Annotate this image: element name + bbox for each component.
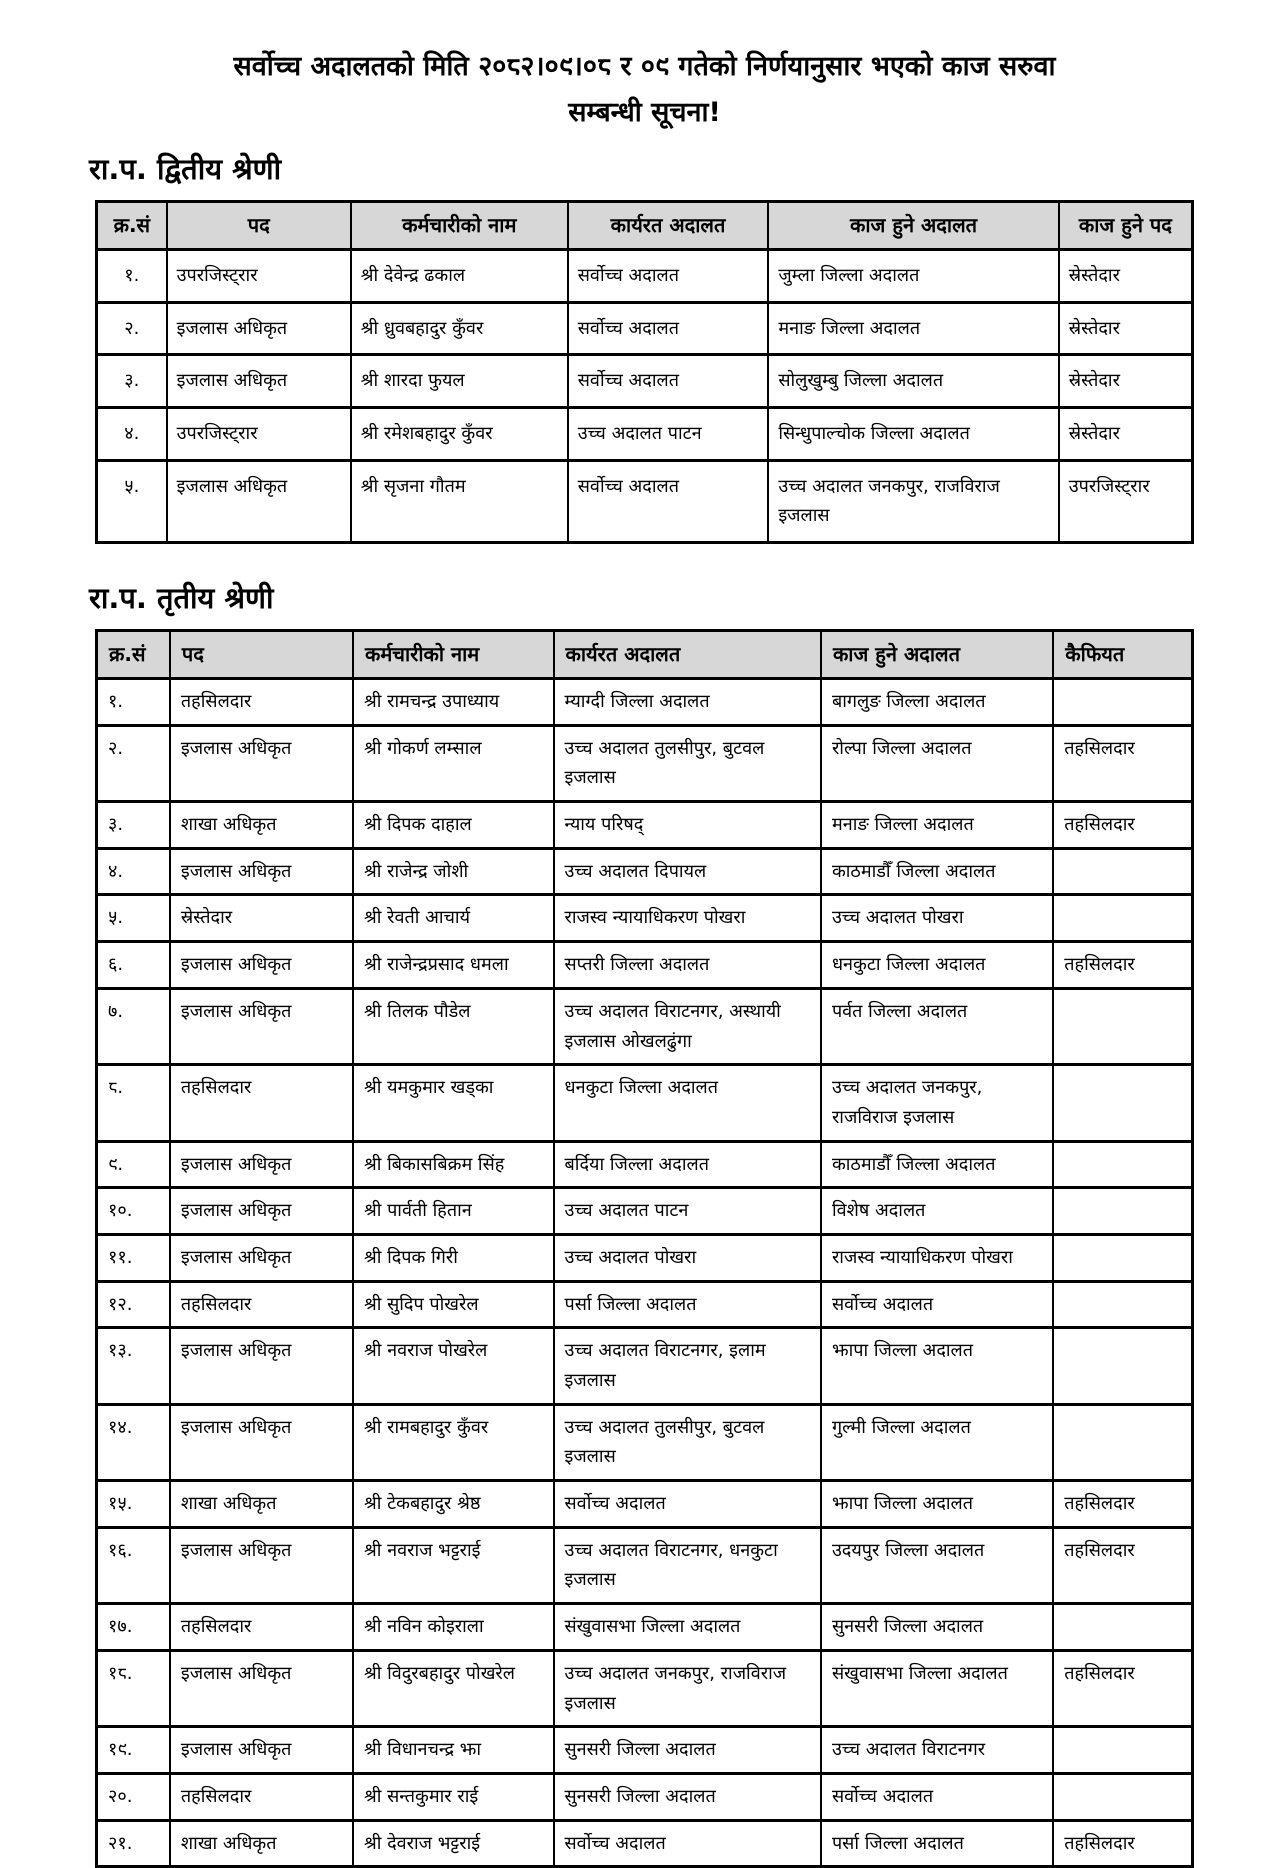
row-number: ११. — [97, 1234, 170, 1281]
table-cell: श्री गोकर्ण लम्साल — [353, 725, 554, 801]
table-cell: इजलास अधिकृत — [170, 1650, 353, 1726]
table-cell: उपरजिस्ट्रार — [167, 249, 351, 302]
document-title-line-1: सर्वोच्च अदालतको मिति २०८२।०९।०८ र ०९ गतेको निर्णयानुसार भएको काज सरुवा — [233, 51, 1056, 82]
table-cell: श्री तिलक पौडेल — [353, 988, 554, 1064]
column-header: काज हुने अदालत — [821, 631, 1053, 679]
table-cell: उच्च अदालत विराटनगर, धनकुटा इजलास — [554, 1527, 821, 1603]
transfer-table-second-class — [95, 200, 1194, 544]
table-cell: गुल्मी जिल्ला अदालत — [821, 1404, 1053, 1480]
table-cell: उच्च अदालत पोखरा — [821, 895, 1053, 942]
table-cell: बर्दिया जिल्ला अदालत — [554, 1141, 821, 1188]
table-row — [97, 1188, 1193, 1235]
table-row — [97, 1820, 1193, 1867]
table-cell: तहसिलदार — [1053, 802, 1192, 849]
table-row — [97, 355, 1193, 408]
table-row — [97, 1604, 1193, 1651]
section-rp-third-class — [89, 578, 1194, 1868]
table-cell: उच्च अदालत तुलसीपुर, बुटवल इजलास — [554, 1404, 821, 1480]
table-cell: श्री दिपक दाहाल — [353, 802, 554, 849]
table-cell: श्री सन्तकुमार राई — [353, 1773, 554, 1820]
table-cell: श्री विदुरबहादुर पोखरेल — [353, 1650, 554, 1726]
column-header: पद — [167, 201, 351, 249]
table-cell — [1053, 895, 1192, 942]
table-cell: श्री टेकबहादुर श्रेष्ठ — [353, 1481, 554, 1528]
table-cell: तहसिलदार — [170, 1604, 353, 1651]
table-cell: श्री देवेन्द्र ढकाल — [351, 249, 568, 302]
table-cell: तहसिलदार — [1053, 942, 1192, 989]
table-cell: श्री ध्रुवबहादुर कुँवर — [351, 302, 568, 355]
table-cell: श्री रामबहादुर कुँवर — [353, 1404, 554, 1480]
table-row — [97, 1065, 1193, 1141]
table-cell: उच्च अदालत दिपायल — [554, 848, 821, 895]
table-cell: मनाङ जिल्ला अदालत — [768, 302, 1058, 355]
table-row — [97, 1527, 1193, 1603]
table-cell: जुम्ला जिल्ला अदालत — [768, 249, 1058, 302]
column-header: पद — [170, 631, 353, 679]
table-cell: श्री देवराज भट्टराई — [353, 1820, 554, 1867]
row-number: १८. — [97, 1650, 170, 1726]
table-row — [97, 679, 1193, 726]
table-row — [97, 1404, 1193, 1480]
table-cell: इजलास अधिकृत — [167, 460, 351, 542]
table-cell — [1053, 1188, 1192, 1235]
row-number: १. — [97, 249, 167, 302]
row-number: १४. — [97, 1404, 170, 1480]
table-cell: इजलास अधिकृत — [167, 302, 351, 355]
table-row — [97, 1141, 1193, 1188]
section-rp-second-class — [89, 149, 1194, 544]
row-number: १६. — [97, 1527, 170, 1603]
table-cell: इजलास अधिकृत — [170, 942, 353, 989]
table-cell: इजलास अधिकृत — [170, 1188, 353, 1235]
table-cell: स्रेस्तेदार — [170, 895, 353, 942]
row-number: २०. — [97, 1773, 170, 1820]
row-number: ६. — [97, 942, 170, 989]
table-cell: स्रेस्तेदार — [1059, 407, 1193, 460]
table-cell: सर्वोच्च अदालत — [568, 460, 769, 542]
table-row — [97, 725, 1193, 801]
table-cell: उपरजिस्ट्रार — [167, 407, 351, 460]
table-cell — [1053, 1404, 1192, 1480]
table-row — [97, 1727, 1193, 1774]
table-row — [97, 1328, 1193, 1404]
table-cell: इजलास अधिकृत — [170, 988, 353, 1064]
table-cell: स्रेस्तेदार — [1059, 302, 1193, 355]
table-cell: सर्वोच्च अदालत — [568, 249, 769, 302]
table-cell: तहसिलदार — [1053, 1481, 1192, 1528]
table-cell: उच्च अदालत जनकपुर, राजविराज इजलास — [554, 1650, 821, 1726]
table-cell: श्री रामचन्द्र उपाध्याय — [353, 679, 554, 726]
column-header: कार्यरत अदालत — [554, 631, 821, 679]
section-heading-third-class: रा.प. तृतीय श्रेणी — [89, 581, 274, 615]
table-cell: श्री विधानचन्द्र झा — [353, 1727, 554, 1774]
table-cell: सर्वोच्च अदालत — [554, 1481, 821, 1528]
table-cell: श्री रमेशबहादुर कुँवर — [351, 407, 568, 460]
table-cell: सुनसरी जिल्ला अदालत — [554, 1727, 821, 1774]
table-row — [97, 1773, 1193, 1820]
table-cell: शाखा अधिकृत — [170, 1820, 353, 1867]
table-cell: पर्वत जिल्ला अदालत — [821, 988, 1053, 1064]
table-cell: उच्च अदालत तुलसीपुर, बुटवल इजलास — [554, 725, 821, 801]
table-row — [97, 302, 1193, 355]
table-cell: श्री नविन कोइराला — [353, 1604, 554, 1651]
row-number: ९. — [97, 1141, 170, 1188]
table-cell: श्री शारदा फुयल — [351, 355, 568, 408]
table-row — [97, 895, 1193, 942]
table-cell: मनाङ जिल्ला अदालत — [821, 802, 1053, 849]
table-cell: शाखा अधिकृत — [170, 1481, 353, 1528]
column-header: कर्मचारीको नाम — [351, 201, 568, 249]
table-cell: तहसिलदार — [1053, 1820, 1192, 1867]
table-cell: इजलास अधिकृत — [170, 848, 353, 895]
table-cell: बागलुङ जिल्ला अदालत — [821, 679, 1053, 726]
table-cell: इजलास अधिकृत — [170, 1404, 353, 1480]
table-cell: तहसिलदार — [1053, 1527, 1192, 1603]
column-header: काज हुने पद — [1059, 201, 1193, 249]
table-row — [97, 249, 1193, 302]
table-cell: तहसिलदार — [170, 1773, 353, 1820]
table-cell: उच्च अदालत पाटन — [554, 1188, 821, 1235]
table-cell: इजलास अधिकृत — [170, 1727, 353, 1774]
table-cell — [1053, 988, 1192, 1064]
column-header: काज हुने अदालत — [768, 201, 1058, 249]
table-cell — [1053, 1727, 1192, 1774]
row-number: १९. — [97, 1727, 170, 1774]
table-cell: श्री रेवती आचार्य — [353, 895, 554, 942]
table-cell: तहसिलदार — [1053, 1650, 1192, 1726]
table-cell: उच्च अदालत विराटनगर, अस्थायी इजलास ओखलढुंगा — [554, 988, 821, 1064]
table-cell: झापा जिल्ला अदालत — [821, 1328, 1053, 1404]
row-number: २. — [97, 725, 170, 801]
row-number: ४. — [97, 407, 167, 460]
table-cell: शाखा अधिकृत — [170, 802, 353, 849]
table-cell: सुनसरी जिल्ला अदालत — [554, 1773, 821, 1820]
table-cell: धनकुटा जिल्ला अदालत — [554, 1065, 821, 1141]
table-cell: उपरजिस्ट्रार — [1059, 460, 1193, 542]
row-number: ३. — [97, 802, 170, 849]
table-cell — [1053, 848, 1192, 895]
table-cell: तहसिलदार — [170, 1281, 353, 1328]
row-number: १०. — [97, 1188, 170, 1235]
table-cell — [1053, 1141, 1192, 1188]
column-header: कर्मचारीको नाम — [353, 631, 554, 679]
table-cell: न्याय परिषद् — [554, 802, 821, 849]
table-cell: तहसिलदार — [170, 1065, 353, 1141]
column-header: कार्यरत अदालत — [568, 201, 769, 249]
table-cell — [1053, 1281, 1192, 1328]
table-row — [97, 460, 1193, 542]
table-cell: इजलास अधिकृत — [170, 1234, 353, 1281]
row-number: ७. — [97, 988, 170, 1064]
row-number: ५. — [97, 460, 167, 542]
row-number: २. — [97, 302, 167, 355]
table-cell: सोलुखुम्बु जिल्ला अदालत — [768, 355, 1058, 408]
table-cell: धनकुटा जिल्ला अदालत — [821, 942, 1053, 989]
table-row — [97, 848, 1193, 895]
row-number: ८. — [97, 1065, 170, 1141]
table-cell: तहसिलदार — [170, 679, 353, 726]
table-cell: सिन्धुपाल्चोक जिल्ला अदालत — [768, 407, 1058, 460]
table-cell — [1053, 1773, 1192, 1820]
table-cell: संखुवासभा जिल्ला अदालत — [554, 1604, 821, 1651]
table-row — [97, 802, 1193, 849]
column-header: कैफियत — [1053, 631, 1192, 679]
table-cell: सुनसरी जिल्ला अदालत — [821, 1604, 1053, 1651]
table-cell: सर्वोच्च अदालत — [568, 355, 769, 408]
row-number: १५. — [97, 1481, 170, 1528]
row-number: १२. — [97, 1281, 170, 1328]
table-cell: श्री बिकासबिक्रम सिंह — [353, 1141, 554, 1188]
table-cell: पर्सा जिल्ला अदालत — [821, 1820, 1053, 1867]
column-header: क्र.सं — [97, 201, 167, 249]
table-cell: झापा जिल्ला अदालत — [821, 1481, 1053, 1528]
table-cell: श्री राजेन्द्र जोशी — [353, 848, 554, 895]
table-cell: उच्च अदालत पाटन — [568, 407, 769, 460]
table-header-row — [97, 631, 1193, 679]
row-number: १. — [97, 679, 170, 726]
table-row — [97, 1234, 1193, 1281]
row-number: १३. — [97, 1328, 170, 1404]
table-cell: सर्वोच्च अदालत — [568, 302, 769, 355]
table-cell: पर्सा जिल्ला अदालत — [554, 1281, 821, 1328]
table-cell: तहसिलदार — [1053, 725, 1192, 801]
table-row — [97, 1650, 1193, 1726]
table-cell: इजलास अधिकृत — [170, 1328, 353, 1404]
table-cell: काठमाडौँ जिल्ला अदालत — [821, 1141, 1053, 1188]
column-header: क्र.सं — [97, 631, 170, 679]
table-cell: उच्च अदालत विराटनगर — [821, 1727, 1053, 1774]
table-cell: सर्वोच्च अदालत — [821, 1773, 1053, 1820]
table-cell: स्रेस्तेदार — [1059, 249, 1193, 302]
table-cell — [1053, 1328, 1192, 1404]
table-row — [97, 942, 1193, 989]
table-row — [97, 1281, 1193, 1328]
table-cell: विशेष अदालत — [821, 1188, 1053, 1235]
table-cell: सप्तरी जिल्ला अदालत — [554, 942, 821, 989]
table-cell: उच्च अदालत विराटनगर, इलाम इजलास — [554, 1328, 821, 1404]
section-heading-second-class: रा.प. द्वितीय श्रेणी — [89, 151, 282, 186]
table-cell — [1053, 1234, 1192, 1281]
table-row — [97, 1481, 1193, 1528]
table-cell: राजस्व न्यायाधिकरण पोखरा — [821, 1234, 1053, 1281]
row-number: १७. — [97, 1604, 170, 1651]
table-cell: श्री पार्वती हितान — [353, 1188, 554, 1235]
table-cell: श्री सुदिप पोखरेल — [353, 1281, 554, 1328]
table-cell: रोल्पा जिल्ला अदालत — [821, 725, 1053, 801]
table-cell — [1053, 679, 1192, 726]
table-cell: श्री सृजना गौतम — [351, 460, 568, 542]
table-cell: इजलास अधिकृत — [170, 1527, 353, 1603]
table-cell: उच्च अदालत पोखरा — [554, 1234, 821, 1281]
table-header-row — [97, 201, 1193, 249]
row-number: ३. — [97, 355, 167, 408]
table-cell: श्री दिपक गिरी — [353, 1234, 554, 1281]
table-cell: सर्वोच्च अदालत — [554, 1820, 821, 1867]
table-cell: इजलास अधिकृत — [170, 1141, 353, 1188]
table-cell: काठमाडौँ जिल्ला अदालत — [821, 848, 1053, 895]
table-cell: सर्वोच्च अदालत — [821, 1281, 1053, 1328]
table-cell: उदयपुर जिल्ला अदालत — [821, 1527, 1053, 1603]
table-cell: श्री नवराज पोखरेल — [353, 1328, 554, 1404]
table-cell: श्री नवराज भट्टराई — [353, 1527, 554, 1603]
table-cell: इजलास अधिकृत — [170, 725, 353, 801]
table-cell — [1053, 1065, 1192, 1141]
transfer-table-third-class — [95, 629, 1194, 1868]
row-number: ४. — [97, 848, 170, 895]
table-cell: संखुवासभा जिल्ला अदालत — [821, 1650, 1053, 1726]
table-cell: इजलास अधिकृत — [167, 355, 351, 408]
table-cell: राजस्व न्यायाधिकरण पोखरा — [554, 895, 821, 942]
row-number: २१. — [97, 1820, 170, 1867]
table-cell: श्री राजेन्द्रप्रसाद धमला — [353, 942, 554, 989]
table-cell: म्याग्दी जिल्ला अदालत — [554, 679, 821, 726]
table-cell: उच्च अदालत जनकपुर, राजविराज इजलास — [821, 1065, 1053, 1141]
table-cell — [1053, 1604, 1192, 1651]
table-row — [97, 988, 1193, 1064]
document-title — [95, 44, 1194, 137]
table-row — [97, 407, 1193, 460]
table-cell: उच्च अदालत जनकपुर, राजविराज इजलास — [768, 460, 1058, 542]
row-number: ५. — [97, 895, 170, 942]
table-cell: श्री यमकुमार खड्का — [353, 1065, 554, 1141]
table-cell: स्रेस्तेदार — [1059, 355, 1193, 408]
document-title-line-2: सम्बन्धी सूचना! — [568, 97, 721, 129]
